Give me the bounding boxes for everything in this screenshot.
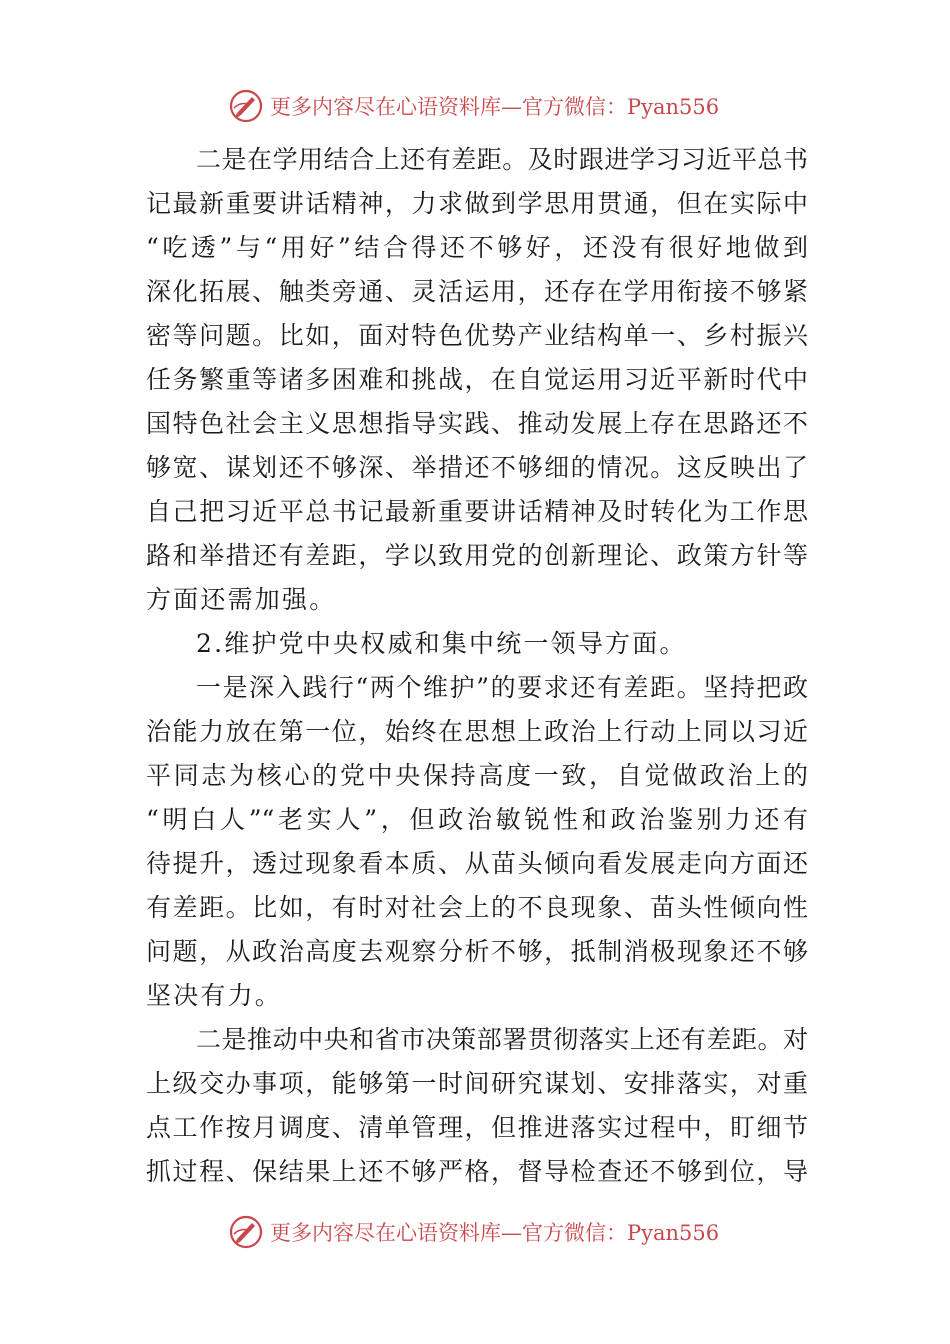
text-line: 治能力放在第一位，始终在思想上政治上行动上同以习近	[146, 717, 808, 746]
text-line: 坚决有力。	[146, 981, 283, 1010]
text-line: 抓过程、保结果上还不够严格，督导检查还不够到位，导	[146, 1157, 808, 1186]
text-line: 上级交办事项，能够第一时间研究谋划、安排落实，对重	[146, 1069, 808, 1098]
text-line: 深化拓展、触类旁通、灵活运用，还存在学用衔接不够紧	[146, 277, 808, 306]
watermark-wechat-id: Pyan556	[627, 95, 720, 119]
text-line: 有差距。比如，有时对社会上的不良现象、苗头性倾向性	[146, 893, 808, 922]
watermark-text	[270, 91, 719, 121]
text-line: 问题，从政治高度去观察分析不够，抵制消极现象还不够	[146, 937, 808, 966]
text-line: 密等问题。比如，面对特色优势产业结构单一、乡村振兴	[146, 321, 808, 350]
text-line: 点工作按月调度、清单管理，但推进落实过程中，盯细节	[146, 1113, 808, 1142]
text-line: 二是推动中央和省市决策部署贯彻落实上还有差距。对	[196, 1025, 808, 1054]
watermark-text	[270, 1217, 719, 1247]
text-line: 2.维护党中央权威和集中统一领导方面。	[196, 629, 687, 658]
watermark-wechat-id: Pyan556	[627, 1221, 720, 1245]
pen-logo-icon	[228, 1214, 264, 1250]
pen-logo-icon	[228, 88, 264, 124]
text-line: 国特色社会主义思想指导实践、推动发展上存在思路还不	[146, 409, 808, 438]
text-line: 自己把习近平总书记最新重要讲话精神及时转化为工作思	[146, 497, 808, 526]
text-line: “吃透”与“用好”结合得还不够好，还没有很好地做到	[146, 233, 808, 262]
text-line: 记最新重要讲话精神，力求做到学思用贯通，但在实际中	[146, 189, 808, 218]
footer-watermark-banner	[0, 1210, 950, 1254]
watermark-prefix: 更多内容尽在心语资料库—官方微信：	[270, 95, 627, 119]
text-line: “明白人”“老实人”，但政治敏锐性和政治鉴别力还有	[146, 805, 808, 834]
text-line: 任务繁重等诸多困难和挑战，在自觉运用习近平新时代中	[146, 365, 808, 394]
text-line: 一是深入践行“两个维护”的要求还有差距。坚持把政	[196, 673, 808, 702]
text-line: 路和举措还有差距，学以致用党的创新理论、政策方针等	[146, 541, 808, 570]
text-line: 二是在学用结合上还有差距。及时跟进学习习近平总书	[196, 145, 808, 174]
text-line: 方面还需加强。	[146, 585, 337, 614]
text-line: 够宽、谋划还不够深、举措还不够细的情况。这反映出了	[146, 453, 808, 482]
text-line: 平同志为核心的党中央保持高度一致，自觉做政治上的	[146, 761, 808, 790]
body-text	[146, 138, 808, 1194]
text-line: 待提升，透过现象看本质、从苗头倾向看发展走向方面还	[146, 849, 808, 878]
header-watermark-banner	[0, 84, 950, 128]
watermark-prefix: 更多内容尽在心语资料库—官方微信：	[270, 1221, 627, 1245]
